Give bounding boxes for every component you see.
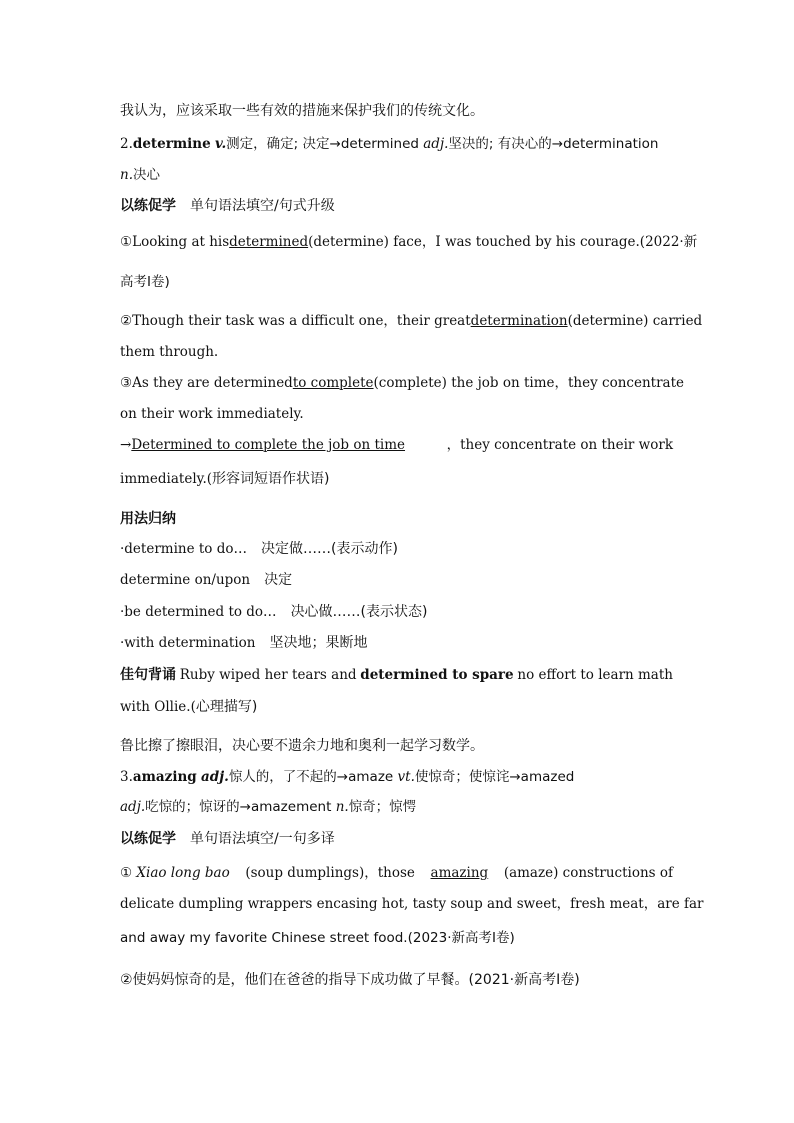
arrow: → <box>120 437 132 453</box>
meaning: 惊奇；惊愕 <box>348 799 417 815</box>
exercise-1-source <box>120 273 170 291</box>
exercise-text: them through. <box>120 344 219 360</box>
word-entry-continued <box>120 798 416 816</box>
exercise-text: (amaze) constructions of <box>503 865 673 881</box>
exercise-4-continued <box>120 895 704 913</box>
exercise-4-source <box>120 929 515 947</box>
part-of-speech: adj. <box>201 769 229 785</box>
exercise-4 <box>120 864 673 882</box>
good-sentence-translation: 鲁比擦了擦眼泪，决心要不遗余力地和奥利一起学习数学。 <box>120 738 484 754</box>
intro-sentence: 我认为，应该采取一些有效的措施来保护我们的传统文化。 <box>120 103 484 119</box>
exercise-3-continued <box>120 405 304 423</box>
exercise-type: 单句语法填空/一句多译 <box>190 831 335 847</box>
part-of-speech: n. <box>335 799 349 815</box>
answer-blank: determination <box>470 313 568 329</box>
good-sentence <box>120 666 673 684</box>
usage-phrase: ·with determination <box>120 635 256 651</box>
answer-blank: determined <box>229 234 309 250</box>
exercise-text: ③As they are determined <box>120 375 293 391</box>
exercise-text: immediately.( <box>120 471 213 487</box>
usage-item <box>120 634 368 652</box>
headword: amazing <box>132 769 197 785</box>
exercise-2-continued <box>120 343 218 361</box>
exercise-text: (complete) the job on time，they concentrate <box>373 375 684 391</box>
practice-heading <box>120 197 335 215</box>
part-of-speech: adj. <box>120 799 146 815</box>
grammar-note: 形容词短语作状语) <box>212 471 330 487</box>
exercise-3-upgrade-continued <box>120 470 330 488</box>
word-entry-amazing <box>120 768 574 786</box>
meaning: 使惊奇；使惊诧→amazed <box>414 769 575 785</box>
sentence-text: with Ollie.( <box>120 699 196 715</box>
part-of-speech: adj. <box>423 136 449 152</box>
section-label: 佳句背诵 <box>120 667 176 683</box>
answer-blank: Determined to complete the job on time <box>131 437 406 453</box>
meaning: 测定，确定; 决定→determined <box>226 136 419 152</box>
part-of-speech: v. <box>214 136 227 152</box>
exercise-3 <box>120 374 684 392</box>
part-of-speech: vt. <box>397 769 415 785</box>
section-label: 以练促学 <box>120 198 176 214</box>
usage-phrase: ·be determined to do… <box>120 604 277 620</box>
exercise-text: delicate dumpling wrappers encasing hot, tasty soup and sweet，fresh meat，are far <box>120 896 704 912</box>
usage-meaning: 决定 <box>264 572 293 588</box>
part-of-speech: n. <box>120 167 133 183</box>
meaning: 惊人的，了不起的→amaze <box>228 769 394 785</box>
entry-number: 3. <box>120 769 133 785</box>
usage-item <box>120 603 428 621</box>
exercise-3-upgrade <box>120 436 673 454</box>
usage-phrase: ·determine to do… <box>120 541 247 557</box>
usage-phrase: determine on/upon <box>120 572 251 588</box>
usage-heading: 用法归纳 <box>120 511 176 527</box>
exercise-text: (soup dumplings)，those <box>245 865 415 881</box>
sentence-text: no effort to learn math <box>517 667 673 683</box>
exercise-5: ②使妈妈惊奇的是，他们在爸爸的指导下成功做了早餐。(2021·新高考Ⅰ卷) <box>120 972 580 988</box>
section-label: 以练促学 <box>120 831 176 847</box>
answer-blank: to complete <box>292 375 374 391</box>
word-entry-determine <box>120 135 658 153</box>
exercise-2 <box>120 312 703 330</box>
exercise-text: (determine) face，I was touched by his courage.(2022·新 <box>308 234 698 250</box>
exercise-text: and away my favorite Chinese street food.(2023·新高考Ⅰ卷) <box>120 930 515 946</box>
exercise-text: on their work immediately. <box>120 406 304 422</box>
exercise-text: ②Though their task was a difficult one，their great <box>120 313 471 329</box>
key-phrase: determined to spare <box>360 667 514 683</box>
good-sentence-continued <box>120 698 257 716</box>
usage-meaning: 决定做……(表示动作) <box>261 541 398 557</box>
entry-number: 2. <box>120 136 133 152</box>
exercise-text: 高考Ⅰ卷) <box>120 274 170 290</box>
exercise-1 <box>120 233 698 251</box>
usage-item <box>120 540 398 558</box>
headword: determine <box>132 136 211 152</box>
answer-blank: amazing <box>430 865 489 881</box>
word-entry-continued <box>120 166 160 184</box>
usage-meaning: 决心做……(表示状态) <box>290 604 428 620</box>
exercise-text: ①Looking at his <box>120 234 230 250</box>
usage-item <box>120 571 292 589</box>
exercise-text: (determine) carried <box>567 313 703 329</box>
exercise-number: ① <box>120 865 133 881</box>
meaning: 决心 <box>133 167 160 183</box>
practice-heading <box>120 830 335 848</box>
sentence-note: 心理描写) <box>195 699 258 715</box>
meaning: 坚决的; 有决心的→determination <box>448 136 659 152</box>
usage-meaning: 坚决地；果断地 <box>269 635 368 651</box>
exercise-text: ，they concentrate on their work <box>446 437 673 453</box>
sentence-text: Ruby wiped her tears and <box>179 667 357 683</box>
meaning: 吃惊的；惊讶的→amazement <box>145 799 332 815</box>
foreign-term: Xiao long bao <box>136 865 230 881</box>
exercise-type: 单句语法填空/句式升级 <box>190 198 335 214</box>
